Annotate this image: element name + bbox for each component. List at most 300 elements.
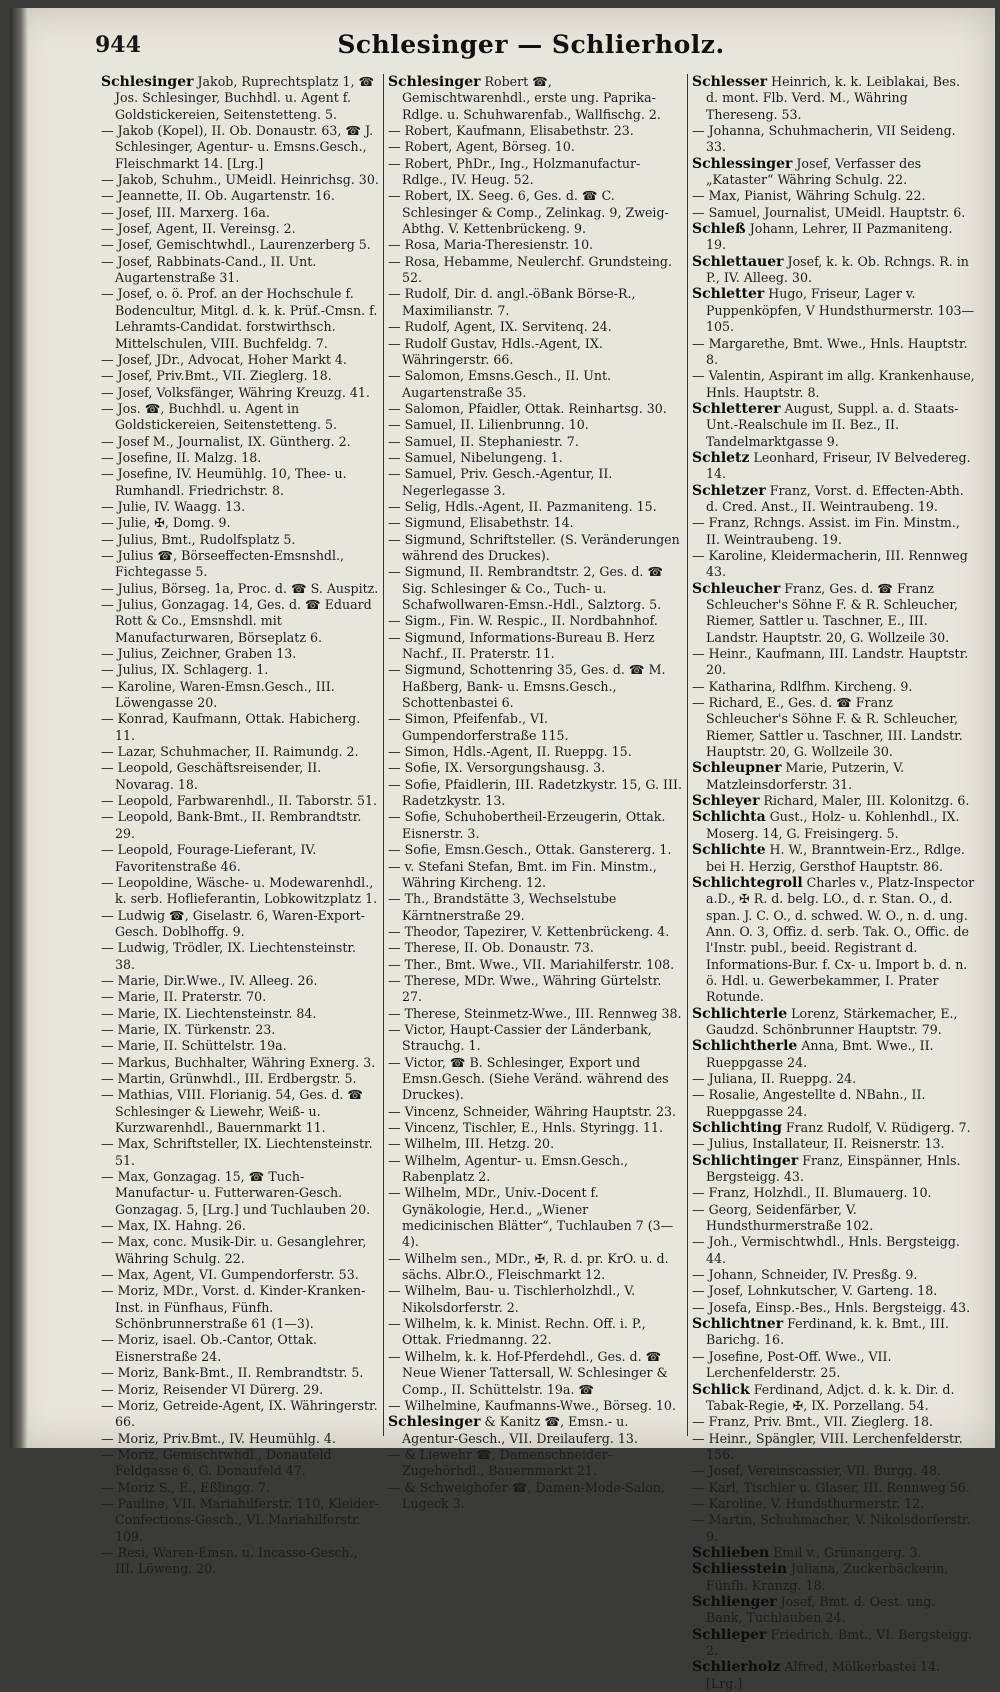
directory-entry: [388, 1283, 684, 1316]
directory-entry: [101, 172, 380, 188]
directory-entry: [692, 515, 975, 548]
entry-text: — Heinr., Spängler, VIII. Lerchenfelderstr. 156.: [692, 1430, 963, 1462]
entry-text: — Marie, Dir.Wwe., IV. Alleeg. 26.: [101, 972, 318, 988]
directory-entry: [692, 286, 975, 335]
directory-entry: [692, 1594, 975, 1627]
directory-entry: [388, 1447, 684, 1480]
entry-text: — Josef, Vereinscassier, VII. Burgg. 48.: [692, 1463, 942, 1479]
entry-text: — Robert, Agent, Börseg. 10.: [388, 139, 575, 155]
directory-entry: [101, 908, 380, 941]
entry-text: — Therese, II. Ob. Donaustr. 73.: [388, 940, 594, 956]
directory-entry: [692, 1006, 975, 1039]
entry-text: — Sofie, Schuhobertheil-Erzeugerin, Ottak. Eisnerstr. 3.: [388, 809, 666, 841]
entry-text: — Vincenz, Schneider, Währing Hauptstr. 23.: [388, 1103, 677, 1119]
directory-entry: [101, 973, 380, 989]
entry-text: — Franz, Priv. Bmt., VII. Zieglerg. 18.: [692, 1414, 933, 1430]
directory-entry: [101, 123, 380, 172]
directory-entry: [101, 646, 380, 662]
entry-text: — Wilhelmine, Kaufmanns-Wwe., Börseg. 10.: [388, 1397, 676, 1413]
directory-entry: [101, 548, 380, 581]
directory-entry: [101, 254, 380, 287]
directory-entry: [388, 1316, 684, 1349]
directory-entry: [101, 237, 380, 253]
entry-text: Gust., Holz- u. Kohlenhdl., IX. Moserg. 14, G. Freisingerg. 5.: [706, 809, 960, 841]
directory-entry: [101, 1087, 380, 1136]
directory-entry: [101, 368, 380, 384]
directory-entry: [692, 1202, 975, 1235]
entry-text: — Martin, Schuhmacher, V. Nikolsdorferstr. 9.: [692, 1512, 971, 1544]
directory-entry: [692, 548, 975, 581]
entry-surname: Schlichterle: [692, 1005, 788, 1022]
entry-text: — Konrad, Kaufmann, Ottak. Habicherg. 11.: [101, 711, 361, 743]
directory-entry: [692, 221, 975, 254]
entry-text: — Max, conc. Musik-Dir. u. Gesanglehrer, Währing Schulg. 22.: [101, 1234, 367, 1266]
entry-surname: Schlieben: [692, 1544, 770, 1561]
directory-entry: [101, 221, 380, 237]
directory-entry: [692, 1087, 975, 1120]
entry-surname: Schlesinger: [388, 1414, 481, 1431]
entry-text: — Sofie, Emsn.Gesch., Ottak. Ganstererg. 1.: [388, 842, 672, 858]
directory-entry: [692, 1234, 975, 1267]
entry-surname: Schlieper: [692, 1626, 767, 1643]
directory-entry: [692, 1627, 975, 1660]
entry-text: — Simon, Hdls.-Agent, II. Rueppg. 15.: [388, 744, 632, 760]
entry-text: — Wilhelm sen., MDr., ✠, R. d. pr. KrO. u. d. sächs. Albr.O., Fleischmarkt 12.: [388, 1250, 669, 1283]
directory-entry: [101, 1447, 380, 1480]
directory-entry: [388, 156, 684, 189]
entry-text: Franz, Vorst. d. Effecten-Abth. d. Cred. Anst., II. Weintraubeng. 19.: [706, 482, 964, 514]
directory-entry: [692, 1153, 975, 1186]
directory-entry: [101, 385, 380, 401]
directory-entry: [692, 793, 975, 809]
directory-entry: [101, 515, 380, 531]
entry-text: & Kanitz ☎, Emsn.- u. Agentur-Gesch., VII. Dreilauferg. 13.: [402, 1414, 638, 1446]
entry-text: — Sigmund, Schriftsteller. (S. Veränderungen während des Druckes).: [388, 531, 680, 563]
entry-text: — Josefa, Einsp.-Bes., Hnls. Bergsteigg. 43.: [692, 1299, 971, 1315]
directory-entry: [692, 1545, 975, 1561]
entry-surname: Schlesser: [692, 74, 768, 90]
directory-entry: [388, 1251, 684, 1284]
entry-text: — Samuel, II. Lilienbrunng. 10.: [388, 417, 589, 433]
entry-text: — Julie, ✠, Domg. 9.: [101, 515, 231, 531]
entry-text: — Josef, Rabbinats-Cand., II. Unt. Augartenstraße 31.: [101, 253, 317, 286]
page-title: Schlesinger — Schlierholz.: [337, 30, 725, 59]
directory-entry: [388, 744, 684, 760]
directory-entry: [101, 1496, 380, 1545]
entry-text: — Victor, ☎ B. Schlesinger, Export und Emsn.Gesch. (Siehe Veränd. während des Druckes).: [388, 1054, 669, 1103]
directory-entry: [101, 581, 380, 597]
directory-entry: [388, 777, 684, 810]
directory-entry: [101, 1022, 380, 1038]
column-1: [98, 74, 384, 1577]
directory-entry: [692, 809, 975, 842]
entry-text: — Wilhelm, MDr., Univ.-Docent f. Gynäkologie, Her.d., „Wiener medicinischen Blätter“, Tuchlauben 7 (3—4).: [388, 1185, 674, 1250]
directory-entry: [101, 1431, 380, 1447]
directory-entry: [388, 515, 684, 531]
entry-text: Heinrich, k. k. Leiblakai, Bes. d. mont. Flb. Verd. M., Währing Thereseng. 53.: [706, 74, 960, 122]
entry-text: — Leopold, Farbwarenhdl., II. Taborstr. 51.: [101, 793, 378, 809]
directory-entry: [101, 842, 380, 875]
entry-text: — Julius, Börseg. 1a, Proc. d. ☎ S. Auspitz.: [101, 580, 379, 596]
directory-entry: [101, 286, 380, 351]
entry-text: Emil v., Grünangerg. 3.: [769, 1544, 922, 1560]
directory-columns: [98, 74, 978, 1691]
directory-entry: [101, 744, 380, 760]
entry-surname: Schletterer: [692, 400, 781, 417]
entry-surname: Schletzer: [692, 482, 766, 499]
entry-text: — Ludwig, Trödler, IX. Liechtensteinstr. 38.: [101, 940, 357, 972]
entry-text: — Leopold, Fourage-Lieferant, IV. Favoritenstraße 46.: [101, 842, 317, 874]
directory-entry: [692, 1349, 975, 1382]
directory-entry: [101, 1055, 380, 1071]
entry-text: — Samuel, Priv. Gesch.-Agentur, II. Negerlegasse 3.: [388, 466, 613, 498]
directory-entry: [101, 74, 380, 123]
entry-text: — Johanna, Schuhmacherin, VII Seideng. 33.: [692, 123, 956, 155]
directory-entry: [692, 1496, 975, 1512]
entry-text: — Julius, IX. Schlagerg. 1.: [101, 662, 269, 678]
entry-surname: Schlichtherle: [692, 1038, 798, 1055]
entry-text: — Valentin, Aspirant im allg. Krankenhause, Hnls. Hauptstr. 8.: [692, 368, 975, 400]
entry-text: — Rosa, Maria-Theresienstr. 10.: [388, 237, 594, 253]
directory-entry: [692, 450, 975, 483]
directory-entry: [101, 1332, 380, 1365]
entry-text: — Karl, Tischler u. Glaser, III. Rennweg 56.: [692, 1479, 970, 1495]
entry-text: — Josefine, IV. Heumühlg. 10, Thee- u. Rumhandl. Friedrichstr. 8.: [101, 466, 347, 498]
entry-text: — v. Stefani Stefan, Bmt. im Fin. Minstm., Währing Kircheng. 12.: [388, 858, 657, 890]
directory-entry: [388, 1006, 684, 1022]
entry-surname: Schlesinger: [101, 74, 194, 90]
directory-entry: [101, 1038, 380, 1054]
directory-entry: [101, 352, 380, 368]
directory-entry: [101, 499, 380, 515]
directory-entry: [101, 401, 380, 434]
directory-entry: [101, 532, 380, 548]
directory-entry: [388, 760, 684, 776]
entry-text: — Julius, Gonzagag. 14, Ges. d. ☎ Eduard Rott & Co., Emsnshdl. mit Manufacturwaren, Börseplatz 6.: [101, 597, 372, 645]
entry-text: — Leopold, Geschäftsreisender, II. Novarag. 18.: [101, 760, 322, 792]
entry-text: — Josef, III. Marxerg. 16a.: [101, 204, 270, 220]
entry-text: Charles v., Platz-Inspector a.D., ✠ R. d. belg. LO., d. r. Stan. O., d. span. J. C. O., d. schwed. W. O., n. d. ung. Ann. O. 3, Offiz. d. serb. Tak. O., Offic. de l'Instr. publ., beeid. Registrant d. Informations-Bur. f. Cx- u. Import b. d. n. ö. Hdl. u. Gewerbekammer, I. Prater Rotunde.: [706, 874, 975, 1005]
directory-entry: [101, 760, 380, 793]
column-2: [384, 74, 688, 1511]
directory-entry: [692, 581, 975, 646]
directory-entry: [388, 434, 684, 450]
directory-entry: [101, 679, 380, 712]
entry-text: — Rudolf Gustav, Hdls.-Agent, IX. Währingerstr. 66.: [388, 335, 603, 367]
entry-text: — Josef M., Journalist, IX. Güntherg. 2.: [101, 433, 351, 449]
entry-surname: Schlichtner: [692, 1316, 784, 1333]
entry-text: — Samuel, Journalist, UMeidl. Hauptstr. 6.: [692, 204, 966, 220]
entry-text: Ferdinand, k. k. Bmt., III. Barichg. 16.: [706, 1316, 949, 1348]
entry-text: — Marie, II. Schüttelstr. 19a.: [101, 1038, 287, 1054]
directory-entry: [388, 74, 684, 123]
entry-text: — Simon, Pfeifenfab., VI. Gumpendorferstraße 115.: [388, 711, 569, 743]
column-3: [688, 74, 978, 1691]
entry-surname: Schlichtegroll: [692, 874, 803, 891]
entry-text: — Josef, o. ö. Prof. an der Hochschule f. Bodencultur, Mitgl. d. k. k. Prüf.-Cmsn. f. Lehramts-Candidat. forstwirthsch. Mittelschulen, VIII. Buchfeldg. 7.: [101, 286, 378, 351]
entry-text: — Karoline, Kleidermacherin, III. Rennweg 43.: [692, 547, 968, 580]
entry-text: — Marie, IX. Türkenstr. 23.: [101, 1021, 276, 1037]
entry-text: — Joh., Vermischtwhdl., Hnls. Bergsteigg. 44.: [692, 1234, 960, 1266]
entry-text: — Wilhelm, Bau- u. Tischlerholzhdl., V. Nikolsdorferstr. 2.: [388, 1283, 636, 1315]
entry-text: Robert ☎, Gemischtwarenhdl., erste ung. Paprika-Rdlge. u. Schuhwarenfab., Wallfischg. 2.: [402, 74, 661, 122]
directory-entry: [101, 809, 380, 842]
entry-text: August, Suppl. a. d. Staats-Unt.-Realschule im II. Bez., II. Tandelmarktgasse 9.: [706, 400, 959, 449]
entry-text: — Vincenz, Tischler, E., Hnls. Styringg. 11.: [388, 1120, 663, 1135]
entry-text: — Rosa, Hebamme, Neulerchf. Grundsteing. 52.: [388, 253, 672, 286]
entry-surname: Schlichting: [692, 1120, 782, 1136]
entry-text: — Wilhelm, Agentur- u. Emsn.Gesch., Rabenplatz 2.: [388, 1152, 629, 1185]
directory-entry: [692, 1431, 975, 1464]
entry-surname: Schleß: [692, 221, 746, 238]
entry-text: — Selig, Hdls.-Agent, II. Pazmaniteng. 15.: [388, 498, 657, 514]
directory-entry: [692, 1267, 975, 1283]
directory-entry: [101, 1136, 380, 1169]
directory-entry: [692, 156, 975, 189]
entry-text: — Katharina, Rdlfhm. Kircheng. 9.: [692, 678, 913, 694]
directory-entry: [388, 254, 684, 287]
directory-entry: [692, 1463, 975, 1479]
directory-entry: [692, 1300, 975, 1316]
entry-text: — Franz, Holzhdl., II. Blumauerg. 10.: [692, 1185, 932, 1201]
entry-text: — Franz, Rchngs. Assist. im Fin. Minstm., II. Weintraubeng. 19.: [692, 515, 960, 547]
directory-entry: [692, 1480, 975, 1496]
entry-text: Josef, Verfasser des „Kataster“ Währing Schulg. 22.: [706, 155, 922, 188]
entry-text: — Josef, Agent, II. Vereinsg. 2.: [101, 221, 296, 237]
entry-surname: Schlettauer: [692, 253, 784, 270]
entry-text: Franz, Einspänner, Hnls. Bergsteigg. 43.: [706, 1152, 961, 1185]
directory-entry: [101, 1071, 380, 1087]
entry-text: — & Liewehr ☎, Damenschneider-Zugehörhdl., Bauernmarkt 21.: [388, 1446, 612, 1479]
directory-entry: [388, 1414, 684, 1447]
entry-text: — Karoline, V. Hundsthurmerstr. 12.: [692, 1495, 925, 1511]
directory-entry: [388, 237, 684, 253]
directory-entry: [388, 613, 684, 629]
entry-text: — Wilhelm, k. k. Minist. Rechn. Off. i. P., Ottak. Friedmanng. 22.: [388, 1316, 646, 1348]
directory-entry: [388, 564, 684, 613]
entry-text: — Karoline, Waren-Emsn.Gesch., III. Löwengasse 20.: [101, 678, 335, 711]
directory-entry: [388, 957, 684, 973]
directory-entry: [388, 1398, 684, 1414]
entry-text: — Moriz, Getreide-Agent, IX. Währingerstr. 66.: [101, 1397, 378, 1430]
directory-entry: [388, 973, 684, 1006]
entry-text: — Th., Brandstätte 3, Wechselstube Kärntnerstraße 29.: [388, 891, 617, 923]
entry-text: — Jakob (Kopel), II. Ob. Donaustr. 63, ☎ J. Schlesinger, Agentur- u. Emsns.Gesch., Fleischmarkt 14. [Lrg.]: [101, 123, 374, 171]
entry-text: Ferdinand, Adjct. d. k. k. Dir. d. Tabak-Regie, ✠, IX. Porzellang. 54.: [706, 1381, 955, 1413]
entry-text: — Moriz, Priv.Bmt., IV. Heumühlg. 4.: [101, 1430, 336, 1446]
entry-text: — Marie, II. Praterstr. 70.: [101, 989, 267, 1005]
directory-entry: [388, 123, 684, 139]
entry-text: — Moriz, Gemischtwhdl., Donaufeld Feldgasse 6, G. Donaufeld 47.: [101, 1446, 332, 1479]
directory-entry: [388, 336, 684, 369]
directory-entry: [101, 1365, 380, 1381]
entry-text: — Georg, Seidenfärber, V. Hundsthurmerstraße 102.: [692, 1201, 874, 1234]
entry-text: — Richard, E., Ges. d. ☎ Franz Schleucher's Söhne F. & R. Schleucher, Riemer, Sattler u. Taschner, III. Landstr. Hauptstr. 20, G. Wollzeile 30.: [692, 695, 963, 760]
entry-text: — Julius, Zeichner, Graben 13.: [101, 646, 297, 662]
entry-text: — Margarethe, Bmt. Wwe., Hnls. Hauptstr. 8.: [692, 335, 968, 367]
entry-text: — Martin, Grünwhdl., III. Erdbergstr. 5.: [101, 1070, 357, 1086]
entry-text: Friedrich, Bmt., VI. Bergsteigg. 2.: [706, 1626, 973, 1658]
entry-text: — Wilhelm, k. k. Hof-Pferdehdl., Ges. d. ☎ Neue Wiener Tattersall, W. Schlesinger & Comp., II. Schüttelstr. 19a. ☎: [388, 1348, 668, 1397]
directory-entry: [388, 630, 684, 663]
entry-text: — Sigmund, Schottenring 35, Ges. d. ☎ M. Haßberg, Bank- u. Emsns.Gesch., Schottenbastei 6.: [388, 662, 666, 711]
directory-entry: [692, 336, 975, 369]
entry-text: — Rudolf, Agent, IX. Servitenq. 24.: [388, 319, 612, 335]
directory-entry: [388, 1153, 684, 1186]
entry-text: — Sigmund, Informations-Bureau B. Herz Nachf., II. Praterstr. 11.: [388, 629, 655, 662]
entry-text: — Salomon, Emsns.Gesch., II. Unt. Augartenstraße 35.: [388, 368, 612, 400]
entry-text: — Josef, Gemischtwhdl., Laurenzerberg 5.: [101, 237, 371, 253]
entry-text: Alfred, Mölkerbastei 14. [Lrg.]: [706, 1659, 941, 1691]
directory-entry: [692, 1136, 975, 1152]
directory-entry: [692, 1071, 975, 1087]
directory-entry: [101, 434, 380, 450]
directory-entry: [388, 1022, 684, 1055]
entry-text: — Jos. ☎, Buchhdl. u. Agent in Goldstickereien, Seitenstetteng. 5.: [101, 400, 337, 433]
entry-text: — Josefine, Post-Off. Wwe., VII. Lerchenfelderstr. 25.: [692, 1348, 892, 1381]
book-gutter: [10, 8, 28, 1448]
entry-surname: Schlierholz: [692, 1659, 781, 1676]
directory-entry: [388, 1055, 684, 1104]
entry-text: — Samuel, II. Stephaniestr. 7.: [388, 433, 579, 449]
directory-entry: [101, 188, 380, 204]
entry-text: — Theodor, Tapezirer, V. Kettenbrückeng. 4.: [388, 923, 670, 939]
entry-text: — Moriz, Reisender VI Dürerg. 29.: [101, 1381, 324, 1397]
entry-text: Jakob, Ruprechtsplatz 1, ☎ Jos. Schlesinger, Buchhdl. u. Agent f. Goldstickereien, Seitenstetteng. 5.: [115, 74, 375, 122]
directory-entry: [388, 859, 684, 892]
entry-text: — Ther., Bmt. Wwe., VII. Mariahilferstr. 108.: [388, 956, 675, 972]
page-number: 944: [95, 32, 141, 58]
directory-entry: [388, 809, 684, 842]
entry-surname: Schlichte: [692, 842, 766, 859]
directory-entry: [101, 1382, 380, 1398]
directory-entry: [101, 466, 380, 499]
directory-entry: [101, 875, 380, 908]
directory-entry: [692, 188, 975, 204]
entry-text: — Resi, Waren-Emsn. u. Incasso-Gesch., III. Löweng. 20.: [101, 1544, 358, 1577]
entry-surname: Schleucher: [692, 580, 781, 597]
entry-text: — Josefine, II. Malzg. 18.: [101, 449, 262, 465]
directory-entry: [692, 483, 975, 516]
directory-entry: [388, 1136, 684, 1152]
directory-entry: [692, 74, 975, 123]
directory-entry: [692, 1038, 975, 1071]
entry-text: Hugo, Friseur, Lager v. Puppenköpfen, V Hundsthurmerstr. 103—105.: [706, 286, 975, 335]
entry-text: Josef, Bmt. d. Oest. ung. Bank, Tuchlauben 24.: [706, 1593, 936, 1626]
entry-text: — Julius, Installateur, II. Reisnerstr. 13.: [692, 1136, 945, 1152]
entry-text: — Jakob, Schuhm., UMeidl. Heinrichsg. 30.: [101, 172, 379, 188]
directory-entry: [692, 368, 975, 401]
directory-entry: [101, 1267, 380, 1283]
entry-text: — Robert, IX. Seeg. 6, Ges. d. ☎ C. Schlesinger & Comp., Zelinkag. 9, Zweig-Abthg. V. Kettenbrückeng. 9.: [388, 188, 669, 237]
directory-entry: [101, 597, 380, 646]
entry-text: — Pauline, VII. Mariahilferstr. 110, Kleider-Confections-Gesch., VI. Mariahilferstr. 109.: [101, 1495, 379, 1544]
entry-text: — Leopold, Bank-Bmt., II. Rembrandtstr. 29.: [101, 809, 362, 841]
entry-text: Lorenz, Stärkemacher, E., Gaudzd. Schönbrunner Hauptstr. 79.: [706, 1005, 958, 1037]
directory-entry: [388, 450, 684, 466]
directory-entry: [101, 1218, 380, 1234]
entry-text: — Wilhelm, III. Hetzg. 20.: [388, 1136, 555, 1152]
entry-text: — Markus, Buchhalter, Währing Exnerg. 3.: [101, 1054, 376, 1070]
entry-text: — Rosalie, Angestellte d. NBahn., II. Rueppgasse 24.: [692, 1087, 926, 1119]
entry-text: — Lazar, Schuhmacher, II. Raimundg. 2.: [101, 744, 359, 760]
entry-text: Josef, k. k. Ob. Rchngs. R. in P., IV. Alleeg. 30.: [706, 253, 969, 286]
entry-text: — Moriz S., E., Eßlingg. 7.: [101, 1479, 271, 1495]
directory-entry: [101, 662, 380, 678]
directory-entry: [388, 891, 684, 924]
directory-entry: [101, 940, 380, 973]
directory-entry: [101, 1234, 380, 1267]
entry-surname: Schlichta: [692, 809, 766, 826]
entry-surname: Schleupner: [692, 760, 782, 777]
entry-text: — Sofie, Pfaidlerin, III. Radetzkystr. 15, G. III. Radetzkystr. 13.: [388, 776, 682, 809]
directory-entry: [692, 842, 975, 875]
directory-entry: [692, 254, 975, 287]
entry-text: — Therese, MDr. Wwe., Währing Gürtelstr. 27.: [388, 972, 662, 1005]
directory-entry: [692, 1512, 975, 1545]
entry-surname: Schlessinger: [692, 155, 793, 172]
directory-entry: [692, 1185, 975, 1201]
entry-text: — Julius, Bmt., Rudolfsplatz 5.: [101, 531, 296, 547]
directory-entry: [388, 1349, 684, 1398]
entry-text: — Josef, Lohnkutscher, V. Garteng. 18.: [692, 1283, 938, 1299]
entry-text: Johann, Lehrer, II Pazmaniteng. 19.: [706, 221, 953, 253]
directory-entry: [692, 1414, 975, 1430]
entry-text: — Sofie, IX. Versorgungshausg. 3.: [388, 760, 606, 776]
directory-entry: [692, 1659, 975, 1692]
entry-text: Juliana, Zuckerbäckerin, Fünfh. Kranzg. 18.: [706, 1561, 949, 1593]
directory-entry: [388, 466, 684, 499]
directory-entry: [692, 875, 975, 1006]
page-header: [95, 30, 967, 66]
entry-text: — Moriz, isael. Ob.-Cantor, Ottak. Eisnerstraße 24.: [101, 1332, 318, 1364]
directory-entry: [101, 205, 380, 221]
entry-text: — Therese, Steinmetz-Wwe., III. Rennweg 38.: [388, 1005, 682, 1021]
entry-text: Marie, Putzerin, V. Matzleinsdorferstr. 31.: [706, 760, 905, 792]
entry-text: — Robert, PhDr., Ing., Holzmanufactur-Rdlge., IV. Heug. 52.: [388, 155, 641, 188]
directory-entry: [388, 188, 684, 237]
directory-entry: [388, 662, 684, 711]
directory-entry: [388, 532, 684, 565]
directory-entry: [388, 286, 684, 319]
entry-text: — Ludwig ☎, Giselastr. 6, Waren-Export-Gesch. Doblhoffg. 9.: [101, 907, 365, 939]
entry-text: — Max, Pianist, Währing Schulg. 22.: [692, 188, 926, 204]
entry-text: — Josef, Priv.Bmt., VII. Zieglerg. 18.: [101, 368, 332, 384]
entry-text: — Victor, Haupt-Cassier der Länderbank, Strauchg. 1.: [388, 1021, 652, 1054]
entry-text: — Jeannette, II. Ob. Augartenstr. 16.: [101, 188, 335, 204]
entry-surname: Schletz: [692, 449, 750, 466]
entry-text: — Juliana, II. Rueppg. 24.: [692, 1070, 857, 1086]
entry-text: — & Schweighofer ☎, Damen-Mode-Salon, Lugeck 3.: [388, 1479, 665, 1511]
entry-text: — Max, Agent, VI. Gumpendorferstr. 53.: [101, 1267, 359, 1283]
entry-text: — Moriz, Bank-Bmt., II. Rembrandtstr. 5.: [101, 1365, 364, 1381]
directory-entry: [692, 205, 975, 221]
directory-entry: [388, 924, 684, 940]
entry-text: — Salomon, Pfaidler, Ottak. Reinhartsg. 30.: [388, 400, 667, 416]
entry-text: — Josef, Volksfänger, Währing Kreuzg. 41.: [101, 384, 370, 400]
directory-entry: [692, 1382, 975, 1415]
directory-entry: [388, 1104, 684, 1120]
entry-surname: Schlesinger: [388, 74, 481, 90]
entry-text: Richard, Maler, III. Kolonitzg. 6.: [759, 793, 970, 809]
entry-text: — Mathias, VIII. Florianig. 54, Ges. d. ☎ Schlesinger & Liewehr, Weiß- u. Kurzwarenhdl., Bauernmarkt 11.: [101, 1087, 364, 1135]
entry-text: — Josef, JDr., Advocat, Hoher Markt 4.: [101, 351, 347, 367]
directory-entry: [101, 711, 380, 744]
directory-entry: [388, 940, 684, 956]
entry-text: — Max, IX. Hahng. 26.: [101, 1218, 246, 1234]
directory-entry: [692, 1120, 975, 1136]
directory-entry: [692, 646, 975, 679]
